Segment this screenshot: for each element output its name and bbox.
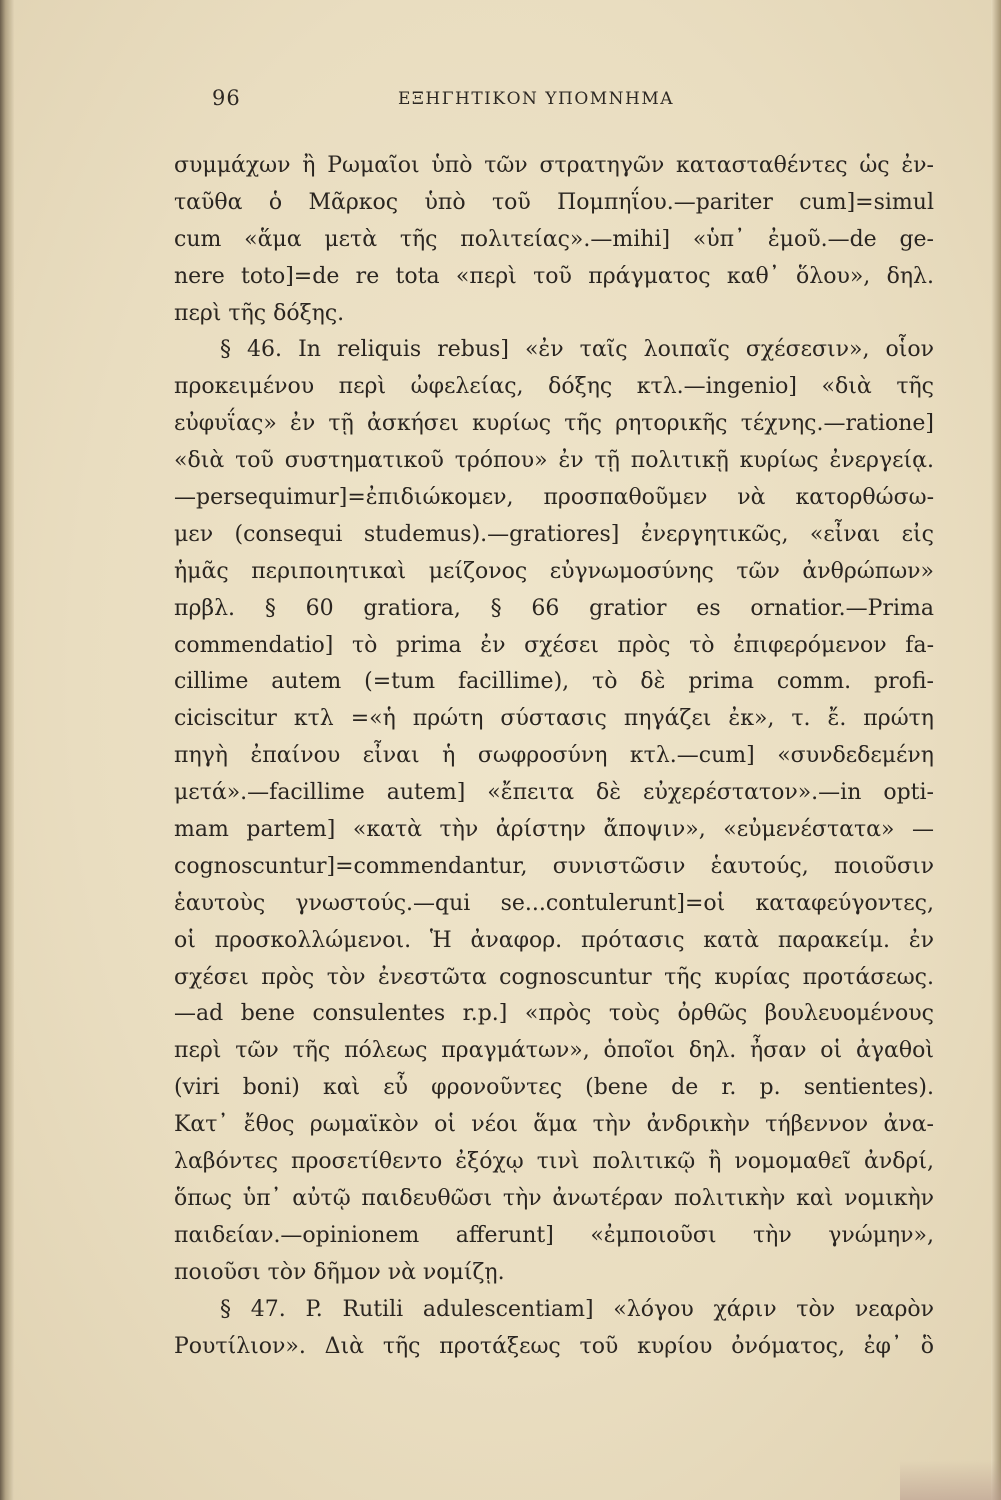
text-line: πηγὴ ἐπαίνου εἶναι ἡ σωφροσύνη κτλ.—cum] «συνδεδεμένη xyxy=(174,743,934,769)
text-line: «διὰ τοῦ συστηματικοῦ τρόπου» ἐν τῇ πολιτικῇ κυρίως ἐνεργείᾳ. xyxy=(174,448,934,474)
text-line: (viri boni) καὶ εὖ φρονοῦντες (bene de r. p. sentientes). xyxy=(174,1075,934,1101)
page-right-edge xyxy=(991,0,1001,1500)
text-line: εὐφυΐας» ἐν τῇ ἀσκήσει κυρίως τῆς ρητορικῆς τέχνης.—ratione] xyxy=(174,411,934,437)
text-line: μεν (consequi studemus).—gratiores] ἐνεργητικῶς, «εἶναι εἰς xyxy=(174,521,934,547)
text-line: Κατ᾽ ἔθος ρωμαϊκὸν οἱ νέοι ἅμα τὴν ἀνδρικὴν τήβεννον ἀνα- xyxy=(174,1112,934,1138)
text-line: § 46. In reliquis rebus] «ἐν ταῖς λοιπαῖς σχέσεσιν», οἷον xyxy=(220,337,934,363)
text-line: ταῦθα ὁ Μᾶρκος ὑπὸ τοῦ Πομπηΐου.—pariter cum]=simul xyxy=(174,189,934,215)
text-line: cillime autem (=tum facillime), τὸ δὲ prima comm. profi- xyxy=(174,669,934,695)
text-line: ciciscitur κτλ =«ἡ πρώτη σύστασις πηγάζει ἐκ», τ. ἔ. πρώτη xyxy=(174,706,934,732)
page-number: 96 xyxy=(212,86,241,110)
page-corner-stain xyxy=(900,1460,1001,1500)
text-line: commendatio] τὸ prima ἐν σχέσει πρὸς τὸ ἐπιφερόμενον fa- xyxy=(174,632,934,658)
text-line: οἱ προσκολλώμενοι. Ἡ ἀναφορ. πρότασις κατὰ παρακείμ. ἐν xyxy=(174,927,934,953)
page-binding-edge xyxy=(0,0,14,1500)
text-line: ἡμᾶς περιποιητικαὶ μείζονος εὐγνωμοσύνης τῶν ἀνθρώπων» xyxy=(174,558,934,584)
text-line: πρβλ. § 60 gratiora, § 66 gratior es ornatior.—Prima xyxy=(174,595,934,621)
text-line: παιδείαν.—opinionem afferunt] «ἐμποιοῦσι τὴν γνώμην», xyxy=(174,1222,934,1248)
text-line: Ρουτίλιον». Διὰ τῆς προτάξεως τοῦ κυρίου ὀνόματος, ἐφ᾽ ὃ xyxy=(174,1333,934,1359)
text-line: περὶ τῶν τῆς πόλεως πραγμάτων», ὁποῖοι δηλ. ἦσαν οἱ ἀγαθοὶ xyxy=(174,1038,934,1064)
running-title: ΕΞΗΓΗΤΙΚΟΝ ΥΠΟΜΝΗΜΑ xyxy=(398,89,675,109)
text-line: ποιοῦσι τὸν δῆμον νὰ νομίζῃ. xyxy=(174,1259,505,1285)
text-line: nere toto]=de re tota «περὶ τοῦ πράγματος καθ᾽ ὅλου», δηλ. xyxy=(174,263,934,289)
text-line: —ad bene consulentes r.p.] «πρὸς τοὺς ὀρθῶς βουλευομένους xyxy=(174,1001,934,1027)
text-line: cognoscuntur]=commendantur, συνιστῶσιν ἑαυτούς, ποιοῦσιν xyxy=(174,853,934,879)
text-line: mam partem] «κατὰ τὴν ἀρίστην ἄποψιν», «εὐμενέστατα» — xyxy=(174,817,934,843)
text-line: προκειμένου περὶ ὠφελείας, δόξης κτλ.—ingenio] «διὰ τῆς xyxy=(174,374,934,400)
page-header xyxy=(212,86,712,116)
text-line: ὅπως ὑπ᾽ αὐτῷ παιδευθῶσι τὴν ἀνωτέραν πολιτικὴν καὶ νομικὴν xyxy=(174,1185,934,1211)
text-line: § 47. P. Rutili adulescentiam] «λόγου χάριν τὸν νεαρὸν xyxy=(220,1296,934,1322)
text-line: σχέσει πρὸς τὸν ἐνεστῶτα cognoscuntur τῆς κυρίας προτάσεως. xyxy=(174,964,934,990)
text-line: μετά».—facillime autem] «ἔπειτα δὲ εὐχερέστατον».—in opti- xyxy=(174,780,934,806)
text-line: συμμάχων ἢ Ρωμαῖοι ὑπὸ τῶν στρατηγῶν κατασταθέντες ὡς ἐν- xyxy=(174,153,934,178)
text-line: ἑαυτοὺς γνωστούς.—qui se...contulerunt]=οἱ καταφεύγοντες, xyxy=(174,890,934,916)
commentary-text xyxy=(174,148,934,1365)
text-line: περὶ τῆς δόξης. xyxy=(174,300,345,326)
text-line: cum «ἅμα μετὰ τῆς πολιτείας».—mihi] «ὑπ᾽ ἐμοῦ.—de ge- xyxy=(174,226,934,252)
text-line: —persequimur]=ἐπιδιώκομεν, προσπαθοῦμεν νὰ κατορθώσω- xyxy=(174,485,934,511)
text-line: λαβόντες προσετίθεντο ἐξόχῳ τινὶ πολιτικῷ ἢ νομομαθεῖ ἀνδρί, xyxy=(174,1149,934,1175)
